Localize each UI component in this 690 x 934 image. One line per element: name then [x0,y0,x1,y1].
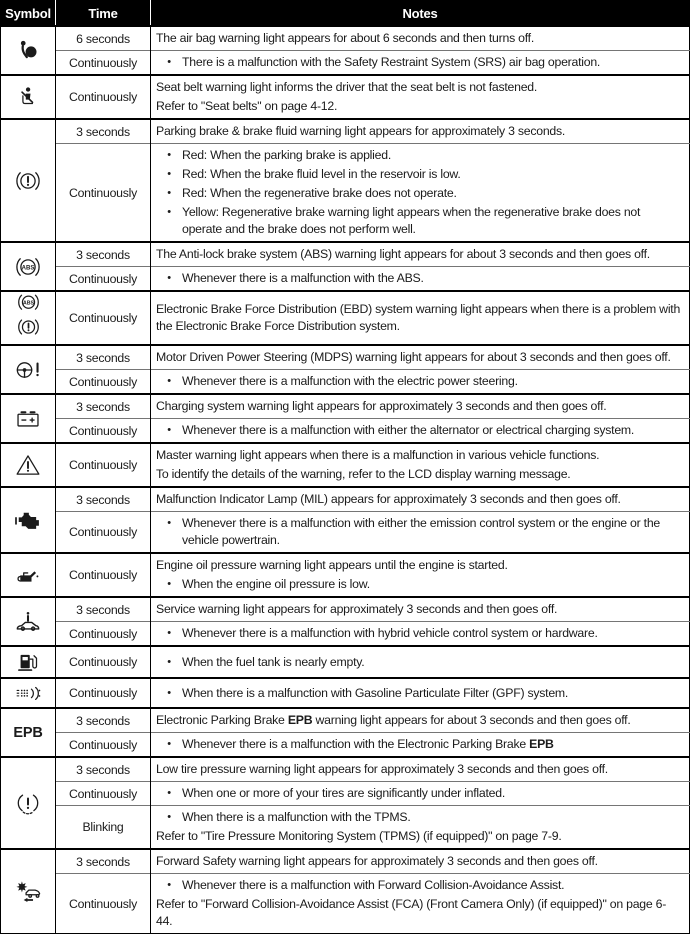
note-bullet-item [156,514,681,550]
notes-cell [151,119,690,144]
note-text: Whenever there is a malfunction with the electric power steering. [182,374,518,388]
notes-cell [151,370,690,395]
note-bullet-item [156,808,681,827]
symbol-cell [1,757,56,849]
table-row [1,394,690,419]
note-text: Red: When the brake fluid level in the reservoir is low. [182,167,461,181]
note-text: Malfunction Indicator Lamp (MIL) appears for approximately 3 seconds and then goes off. [156,492,621,506]
table-row [1,75,690,119]
notes-cell [151,757,690,782]
table-row [1,345,690,370]
note-bullet-item [156,203,681,239]
table-row [1,757,690,782]
symbol-cell [1,291,56,345]
table-row [1,443,690,487]
note-line [156,348,681,367]
time-cell: Continuously [56,443,151,487]
time-cell: Continuously [56,370,151,395]
time-cell: Continuously [56,144,151,243]
table-row [1,26,690,51]
note-text: The Anti-lock brake system (ABS) warning light appears for about 3 seconds and then goes off. [156,247,650,261]
note-text: Whenever there is a malfunction with Forward Collision-Avoidance Assist. [182,878,565,892]
symbol-cell [1,394,56,443]
note-line [156,760,681,779]
bullet-icon: • [167,578,171,590]
time-cell: Continuously [56,782,151,806]
symbol-cell [1,345,56,394]
mil-icon [13,511,43,528]
symbol-cell [1,487,56,553]
time-cell: Continuously [56,51,151,76]
note-line [156,852,681,871]
symbol-cell [1,75,56,119]
note-bullet-item [156,575,681,594]
bullet-icon: • [167,517,171,529]
header-time: Time [56,1,151,27]
time-cell: 3 seconds [56,242,151,267]
gpf-icon [15,684,42,701]
time-cell: 3 seconds [56,487,151,512]
note-text: There is a malfunction with the Safety Restraint System (SRS) air bag operation. [182,55,601,69]
table-row [1,806,690,850]
notes-cell [151,242,690,267]
bullet-icon: • [167,149,171,161]
table-row [1,678,690,708]
note-line [156,556,681,575]
symbol-cell [1,26,56,75]
note-line [156,490,681,509]
note-text: Seat belt warning light informs the driver that the seat belt is not fastened. [156,80,538,94]
time-cell: Continuously [56,267,151,292]
note-text: Red: When the regenerative brake does not operate. [182,186,457,200]
header-symbol: Symbol [1,1,56,27]
master-warning-icon [15,456,41,473]
table-row [1,553,690,597]
note-bullet-item [156,165,681,184]
table-row [1,733,690,758]
bullet-icon: • [167,655,171,668]
note-bullet-item [156,735,681,754]
note-text: When one or more of your tires are significantly under inflated. [182,786,506,800]
charging-icon [15,410,41,427]
bullet-icon: • [167,206,171,218]
time-cell: 3 seconds [56,597,151,622]
time-cell: Continuously [56,512,151,554]
notes-cell [151,419,690,444]
table-row [1,597,690,622]
table-row [1,622,690,647]
note-bullet-item [156,784,681,803]
symbol-cell [1,443,56,487]
time-cell: 3 seconds [56,849,151,874]
note-line [156,446,681,465]
note-line [156,465,681,484]
note-text: Low tire pressure warning light appears for approximately 3 seconds and then goes off. [156,762,608,776]
notes-cell [151,874,690,934]
time-cell: Blinking [56,806,151,850]
table-row [1,646,690,678]
table-row [1,267,690,292]
table-row [1,419,690,444]
note-text: Yellow: Regenerative brake warning light appears when the regenerative brake does not operate and the brake does not perform well. [182,205,641,236]
bullet-icon: • [167,811,171,823]
note-text: When there is a malfunction with the TPMS. [182,810,411,824]
notes-cell [151,849,690,874]
time-cell: 3 seconds [56,345,151,370]
note-bullet-item [156,53,681,72]
note-bullet-item [156,876,681,895]
note-text: When the engine oil pressure is low. [182,577,370,591]
note-line [156,97,681,116]
note-line [156,895,681,931]
notes-cell [151,144,690,243]
note-text: Whenever there is a malfunction with either the emission control system or the engine or the vehicle powertrain. [182,516,661,547]
time-cell: 3 seconds [56,394,151,419]
note-line [156,29,681,48]
notes-cell [151,597,690,622]
notes-cell [151,26,690,51]
table-row [1,708,690,733]
table-row [1,144,690,243]
note-line [156,711,681,730]
bullet-icon: • [167,738,171,750]
symbol-cell [1,646,56,678]
time-cell: 3 seconds [56,119,151,144]
time-cell: Continuously [56,678,151,708]
symbol-cell [1,708,56,757]
service-icon [14,613,42,630]
note-text: When the fuel tank is nearly empty. [182,654,365,669]
notes-cell [151,443,690,487]
note-text: Whenever there is a malfunction with the ABS. [182,271,424,285]
symbol-cell [1,242,56,291]
ebd-icon [16,300,41,326]
bullet-icon: • [167,375,171,387]
note-line [156,78,681,97]
notes-cell [151,733,690,758]
note-bullet-item [156,146,681,165]
note-text: Forward Safety warning light appears for approximately 3 seconds and then goes off. [156,854,598,868]
note-bullet-item [156,624,681,643]
seat-belt-icon [16,88,41,105]
note-line [156,245,681,264]
note-text: Whenever there is a malfunction with either the alternator or electrical charging system. [182,423,635,437]
bullet-icon: • [167,627,171,639]
note-bullet-item [156,421,681,440]
bullet-icon: • [167,187,171,199]
notes-cell [151,622,690,647]
table-row [1,849,690,874]
oil-pressure-icon [14,566,42,583]
table-row [1,291,690,345]
notes-cell [151,75,690,119]
note-text: Whenever there is a malfunction with the Electronic Parking Brake EPB [182,737,554,751]
table-row [1,51,690,76]
table-row [1,512,690,554]
note-line [156,600,681,619]
mdps-icon [14,361,42,378]
bullet-icon: • [167,56,171,68]
svg-text:ABS: ABS [22,300,34,307]
fca-icon [14,883,42,900]
notes-cell [151,291,690,345]
bullet-icon: • [167,879,171,891]
note-text: Motor Driven Power Steering (MDPS) warning light appears for about 3 seconds and then goes off. [156,350,671,364]
note-line [156,827,681,846]
note-bullet-item [156,269,681,288]
note-text: Master warning light appears when there is a malfunction in various vehicle functions. [156,448,600,462]
notes-cell [151,51,690,76]
note-text: Red: When the parking brake is applied. [182,148,391,162]
bullet-icon: • [167,168,171,180]
table-header-row [1,1,690,27]
note-text: Refer to "Seat belts" on page 4-12. [156,99,338,113]
notes-cell [151,553,690,597]
note-text: Whenever there is a malfunction with hybrid vehicle control system or hardware. [182,626,598,640]
table-row [1,119,690,144]
notes-cell [151,267,690,292]
time-cell: Continuously [56,291,151,345]
time-cell: 3 seconds [56,708,151,733]
note-text: Refer to "Tire Pressure Monitoring System (TPMS) (if equipped)" on page 7-9. [156,829,562,843]
time-cell: 6 seconds [56,26,151,51]
note-text: To identify the details of the warning, refer to the LCD display warning message. [156,467,571,481]
bullet-icon: • [167,272,171,284]
note-text: Service warning light appears for approximately 3 seconds and then goes off. [156,602,558,616]
svg-text:ABS: ABS [21,264,35,271]
time-cell: Continuously [56,419,151,444]
bullet-icon: • [167,686,171,699]
note-line [156,300,681,336]
note-text: When there is a malfunction with Gasoline Particulate Filter (GPF) system. [182,685,569,700]
notes-cell [151,806,690,850]
time-cell: 3 seconds [56,757,151,782]
symbol-cell [1,849,56,934]
note-text: Parking brake & brake fluid warning light appears for approximately 3 seconds. [156,124,566,138]
time-cell: Continuously [56,874,151,934]
symbol-cell [1,597,56,646]
table-row [1,370,690,395]
note-bullet-item [156,372,681,391]
notes-cell [151,678,690,708]
time-cell: Continuously [56,733,151,758]
note-text: Electronic Brake Force Distribution (EBD) system warning light appears when there is a problem with the Electronic Brake Force Distribution system. [156,302,681,333]
note-text: The air bag warning light appears for about 6 seconds and then turns off. [156,31,535,45]
airbag-icon [15,42,41,59]
note-bullet-item [156,684,681,703]
note-line [156,122,681,141]
low-fuel-icon [16,653,41,670]
table-row [1,242,690,267]
table-row [1,874,690,934]
notes-cell [151,345,690,370]
bullet-icon: • [167,424,171,436]
note-line [156,397,681,416]
parking-brake-icon [15,172,41,189]
time-cell: Continuously [56,553,151,597]
abs-icon [15,258,41,275]
tpms-icon [15,794,41,811]
table-row [1,487,690,512]
symbol-cell [1,119,56,242]
header-notes: Notes [151,1,690,27]
notes-cell [151,512,690,554]
notes-cell [151,708,690,733]
time-cell: Continuously [56,75,151,119]
note-bullet-item [156,653,681,672]
symbol-cell [1,678,56,708]
bullet-icon: • [167,787,171,799]
notes-cell [151,782,690,806]
time-cell: Continuously [56,622,151,647]
note-text: Engine oil pressure warning light appears until the engine is started. [156,558,508,572]
note-text: Refer to "Forward Collision-Avoidance Assist (FCA) (Front Camera Only) (if equipped)" on page 6-44. [156,897,667,928]
notes-cell [151,394,690,419]
epb-symbol-label: EPB [13,724,43,741]
time-cell: Continuously [56,646,151,678]
note-text: Charging system warning light appears for approximately 3 seconds and then goes off. [156,399,607,413]
symbol-cell [1,553,56,597]
notes-cell [151,646,690,678]
notes-cell [151,487,690,512]
table-row [1,782,690,806]
note-bullet-item [156,184,681,203]
note-text: Electronic Parking Brake EPB warning light appears for about 3 seconds and then goes off. [156,713,631,727]
